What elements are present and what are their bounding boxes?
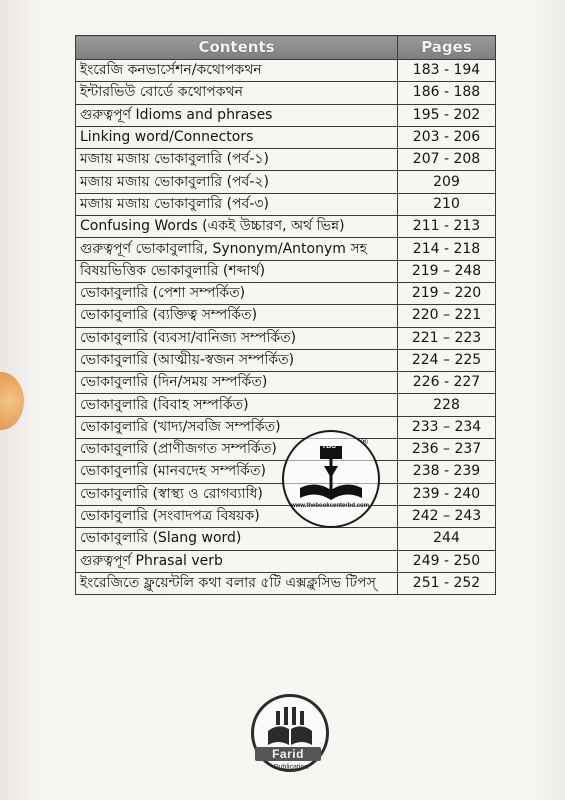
- publisher-name: Farid: [255, 747, 321, 761]
- table-row: [76, 327, 496, 349]
- pages-cell: 249 - 250: [398, 550, 496, 572]
- topic-cell: মজায় মজায় ভোকাবুলারি (পর্ব-৩): [76, 193, 398, 215]
- topic-cell: ভোকাবুলারি (প্রাণীজগত সম্পর্কিত): [76, 439, 398, 461]
- table-row: [76, 149, 496, 171]
- topic-cell: ভোকাবুলারি (মানবদেহ সম্পর্কিত): [76, 461, 398, 483]
- pages-cell: 186 - 188: [398, 82, 496, 104]
- pages-cell: 224 – 225: [398, 349, 496, 371]
- table-row: [76, 193, 496, 215]
- table-row: [76, 282, 496, 304]
- pages-cell: 214 - 218: [398, 238, 496, 260]
- table-row: [76, 171, 496, 193]
- pages-cell: 221 – 223: [398, 327, 496, 349]
- stamp-initials: TBC: [321, 443, 337, 450]
- topic-cell: গুরুত্বপূর্ণ ভোকাবুলারি, Synonym/Antonym সহ: [76, 238, 398, 260]
- table-row: [76, 349, 496, 371]
- topic-cell: Confusing Words (একই উচ্চারণ, অর্থ ভিন্ন): [76, 216, 398, 238]
- table-row: [76, 238, 496, 260]
- publisher-sub: Publication: [273, 764, 309, 771]
- table-row: [76, 104, 496, 126]
- registered-mark: ®: [360, 438, 369, 448]
- table-row: [76, 550, 496, 572]
- table-row: [76, 572, 496, 594]
- pages-cell: 251 - 252: [398, 572, 496, 594]
- topic-cell: ভোকাবুলারি (বিবাহ সম্পর্কিত): [76, 394, 398, 416]
- topic-cell: ভোকাবুলারি (খাদ্য/সবজি সম্পর্কিত): [76, 416, 398, 438]
- topic-cell: ভোকাবুলারি (আত্মীয়-স্বজন সম্পর্কিত): [76, 349, 398, 371]
- pages-cell: 219 – 220: [398, 282, 496, 304]
- pages-header: Pages: [398, 36, 496, 60]
- topic-cell: মজায় মজায় ভোকাবুলারি (পর্ব-১): [76, 149, 398, 171]
- pages-cell: 239 - 240: [398, 483, 496, 505]
- topic-cell: বিষয়ভিত্তিক ভোকাবুলারি (শব্দার্থ): [76, 260, 398, 282]
- table-row: [76, 305, 496, 327]
- pages-cell: 244: [398, 528, 496, 550]
- contents-header: Contents: [76, 36, 398, 60]
- topic-cell: গুরুত্বপূর্ণ Phrasal verb: [76, 550, 398, 572]
- pages-cell: 220 – 221: [398, 305, 496, 327]
- table-row: [76, 82, 496, 104]
- table-row: [76, 60, 496, 82]
- table-row: [76, 394, 496, 416]
- topic-cell: ইন্টারভিউ বোর্ডে কথোপকথন: [76, 82, 398, 104]
- pages-cell: 233 – 234: [398, 416, 496, 438]
- pages-cell: 226 - 227: [398, 372, 496, 394]
- pages-cell: 211 - 213: [398, 216, 496, 238]
- pages-cell: 209: [398, 171, 496, 193]
- topic-cell: ভোকাবুলারি (Slang word): [76, 528, 398, 550]
- topic-cell: গুরুত্বপূর্ণ Idioms and phrases: [76, 104, 398, 126]
- topic-cell: ভোকাবুলারি (সংবাদপত্র বিষয়ক): [76, 505, 398, 527]
- table-row: [76, 126, 496, 148]
- table-row: [76, 216, 496, 238]
- stamp-url: www.thebookcenterbd.com: [290, 503, 370, 509]
- topic-cell: মজায় মজায় ভোকাবুলারি (পর্ব-২): [76, 171, 398, 193]
- topic-cell: ভোকাবুলারি (পেশা সম্পর্কিত): [76, 282, 398, 304]
- pages-cell: 236 – 237: [398, 439, 496, 461]
- pages-cell: 242 – 243: [398, 505, 496, 527]
- pages-cell: 238 - 239: [398, 461, 496, 483]
- pages-cell: 219 – 248: [398, 260, 496, 282]
- pages-cell: 207 - 208: [398, 149, 496, 171]
- topic-cell: ইংরেজিতে ফ্লুয়েন্টলি কথা বলার ৫টি এক্সক্লুসিভ টিপস্: [76, 572, 398, 594]
- topic-cell: ভোকাবুলারি (ব্যক্তিত্ব সম্পর্কিত): [76, 305, 398, 327]
- topic-cell: ইংরেজি কনভার্সেশন/কথোপকথন: [76, 60, 398, 82]
- pages-cell: 183 - 194: [398, 60, 496, 82]
- table-header-row: [76, 36, 496, 60]
- pages-cell: 228: [398, 394, 496, 416]
- topic-cell: ভোকাবুলারি (স্বাস্থ্য ও রোগব্যাধি): [76, 483, 398, 505]
- topic-cell: Linking word/Connectors: [76, 126, 398, 148]
- table-row: [76, 372, 496, 394]
- pages-cell: 203 - 206: [398, 126, 496, 148]
- pages-cell: 210: [398, 193, 496, 215]
- pages-cell: 195 - 202: [398, 104, 496, 126]
- table-row: [76, 528, 496, 550]
- table-row: [76, 260, 496, 282]
- topic-cell: ভোকাবুলারি (ব্যবসা/বানিজ্য সম্পর্কিত): [76, 327, 398, 349]
- topic-cell: ভোকাবুলারি (দিন/সময় সম্পর্কিত): [76, 372, 398, 394]
